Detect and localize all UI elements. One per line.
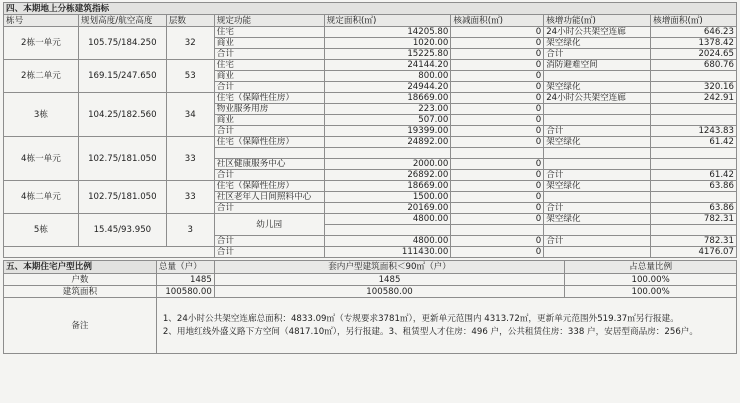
add-area-cell [651,159,737,170]
add-area-cell: 680.76 [651,60,737,71]
add-area-cell: 63.86 [651,203,737,214]
building-indicator-table [3,2,737,258]
header-add-function: 核增功能(㎡) [544,15,651,27]
blank-cell [4,247,215,258]
deduct-cell: 0 [451,71,544,82]
function-cell: 商业 [214,71,324,82]
deduct-cell: 0 [451,126,544,137]
deduct-cell: 0 [451,159,544,170]
table-row [4,137,737,148]
function-cell: 合计 [214,82,324,93]
building-height: 169.15/247.650 [78,60,166,93]
building-name: 2栋一单元 [4,27,79,60]
unit-type-table [3,260,737,354]
grand-total-label: 合计 [214,247,324,258]
area-cell: 15225.80 [324,49,451,60]
table-row [4,247,737,258]
building-height: 105.75/184.250 [78,27,166,60]
deduct-cell: 0 [451,192,544,203]
grand-total-area: 111430.00 [324,247,451,258]
row-label: 户数 [4,274,157,286]
building-floors: 33 [166,181,214,214]
remarks-label: 备注 [4,298,157,354]
add-function-cell [544,71,651,82]
area-cell: 223.00 [324,104,451,115]
area-cell: 4800.00 [324,236,451,247]
building-floors: 33 [166,137,214,181]
deduct-cell: 0 [451,203,544,214]
table-row [4,27,737,38]
deduct-cell: 0 [451,49,544,60]
function-cell: 合计 [214,49,324,60]
total-value: 1485 [156,274,214,286]
area-cell: 800.00 [324,71,451,82]
add-area-cell: 2024.65 [651,49,737,60]
add-function-cell: 架空绿化 [544,181,651,192]
building-height: 102.75/181.050 [78,137,166,181]
add-area-cell [651,225,737,236]
table-row [4,286,737,298]
add-function-cell: 24小时公共架空连廊 [544,93,651,104]
deduct-cell: 0 [451,38,544,49]
building-height: 102.75/181.050 [78,181,166,214]
function-cell: 住宅 [214,60,324,71]
add-area-cell: 1243.83 [651,126,737,137]
area-cell: 2000.00 [324,159,451,170]
add-area-cell: 782.31 [651,214,737,225]
building-name: 4栋二单元 [4,181,79,214]
deduct-cell [451,148,544,159]
building-height: 15.45/93.950 [78,214,166,247]
area-cell: 507.00 [324,115,451,126]
header-area: 规定面积(㎡) [324,15,451,27]
add-area-cell: 61.42 [651,137,737,148]
under90-value: 100580.00 [214,286,564,298]
add-area-cell [651,148,737,159]
building-name: 3栋 [4,93,79,137]
add-function-cell: 合计 [544,49,651,60]
add-function-cell: 合计 [544,170,651,181]
header-add-area: 核增面积(㎡) [651,15,737,27]
area-cell: 14205.80 [324,27,451,38]
add-area-cell: 242.91 [651,93,737,104]
header-total: 总量（户） [156,261,214,274]
header-under90: 套内户型建筑面积＜90㎡（户） [214,261,564,274]
building-height: 104.25/182.560 [78,93,166,137]
function-cell: 住宅 [214,27,324,38]
function-cell: 住宅（保障性住房） [214,137,324,148]
building-floors: 53 [166,60,214,93]
area-cell: 4800.00 [324,214,451,225]
deduct-cell: 0 [451,93,544,104]
area-cell: 26892.00 [324,170,451,181]
deduct-cell: 0 [451,104,544,115]
ratio-value: 100.00% [565,274,737,286]
deduct-cell: 0 [451,82,544,93]
function-cell: 合计 [214,170,324,181]
deduct-cell: 0 [451,115,544,126]
deduct-cell [451,225,544,236]
building-floors: 3 [166,214,214,247]
area-cell: 18669.00 [324,93,451,104]
function-cell: 住宅（保障性住房） [214,181,324,192]
area-cell: 1020.00 [324,38,451,49]
building-name: 2栋二单元 [4,60,79,93]
header-floors: 层数 [166,15,214,27]
add-area-cell [651,115,737,126]
function-cell: 住宅（保障性住房） [214,93,324,104]
section-4-title: 四、本期地上分栋建筑指标 [4,3,737,15]
add-area-cell: 61.42 [651,170,737,181]
header-ratio: 占总量比例 [565,261,737,274]
under90-value: 1485 [214,274,564,286]
add-function-cell [544,148,651,159]
area-cell: 18669.00 [324,181,451,192]
table-row [4,274,737,286]
area-cell: 24144.20 [324,60,451,71]
function-cell: 合计 [214,236,324,247]
building-name: 4栋一单元 [4,137,79,181]
add-area-cell: 320.16 [651,82,737,93]
remarks-content [156,298,736,354]
add-function-cell: 架空绿化 [544,137,651,148]
add-area-cell: 1378.42 [651,38,737,49]
header-height: 规划高度/航空高度 [78,15,166,27]
function-cell: 商业 [214,38,324,49]
deduct-cell: 0 [451,137,544,148]
data-sheet [3,2,737,399]
table-row [4,214,737,225]
function-cell: 商业 [214,115,324,126]
deduct-cell: 0 [451,60,544,71]
remarks-line-1: 1、24小时公共架空连廊总面积：4833.09㎡（专规要求3781㎡），更新单元范围内 4313.72㎡，更新单元范围外519.37㎡另行报建。 [162,313,679,324]
add-function-cell [544,104,651,115]
deduct-cell: 0 [451,236,544,247]
function-cell: 物业服务用房 [214,104,324,115]
table-row [4,93,737,104]
area-cell: 1500.00 [324,192,451,203]
add-function-cell: 24小时公共架空连廊 [544,27,651,38]
section-5-title: 五、本期住宅户型比例 [4,261,157,274]
add-function-cell: 合计 [544,203,651,214]
add-area-cell: 646.23 [651,27,737,38]
total-value: 100580.00 [156,286,214,298]
table-row [4,181,737,192]
add-function-cell: 架空绿化 [544,38,651,49]
table-row [4,60,737,71]
add-function-cell: 架空绿化 [544,82,651,93]
area-cell [324,225,451,236]
add-function-cell: 合计 [544,236,651,247]
area-cell: 19399.00 [324,126,451,137]
add-area-cell [651,104,737,115]
add-function-cell: 合计 [544,126,651,137]
grand-total-add-area: 4176.07 [651,247,737,258]
area-cell: 24944.20 [324,82,451,93]
add-function-cell [544,115,651,126]
area-cell: 24892.00 [324,137,451,148]
add-area-cell: 63.86 [651,181,737,192]
area-cell [324,148,451,159]
deduct-cell: 0 [451,181,544,192]
add-area-cell: 782.31 [651,236,737,247]
function-cell: 幼儿园 [214,214,324,236]
row-label: 建筑面积 [4,286,157,298]
add-function-cell: 架空绿化 [544,214,651,225]
function-cell: 合计 [214,126,324,137]
function-cell: 社区老年人日间照料中心 [214,192,324,203]
area-cell: 20169.00 [324,203,451,214]
building-floors: 34 [166,93,214,137]
building-floors: 32 [166,27,214,60]
building-name: 5栋 [4,214,79,247]
add-function-cell [544,225,651,236]
ratio-value: 100.00% [565,286,737,298]
deduct-cell: 0 [451,170,544,181]
remarks-line-2: 2、用地红线外盛义路下方空间（4817.10㎡），另行报建。3、租赁型人才住房：496 户，公共租赁住房：338 户，安居型商品房：256户。 [162,326,698,337]
deduct-cell: 0 [451,27,544,38]
function-cell: 社区健康服务中心 [214,159,324,170]
add-area-cell [651,71,737,82]
function-cell: 合计 [214,203,324,214]
header-building: 栋号 [4,15,79,27]
header-function: 规定功能 [214,15,324,27]
add-function-cell [544,192,651,203]
grand-total-deduct: 0 [451,247,544,258]
header-deduct: 核减面积(㎡) [451,15,544,27]
deduct-cell: 0 [451,214,544,225]
add-area-cell [651,192,737,203]
blank-cell [544,247,651,258]
add-function-cell: 消防避难空间 [544,60,651,71]
function-cell [214,148,324,159]
add-function-cell [544,159,651,170]
